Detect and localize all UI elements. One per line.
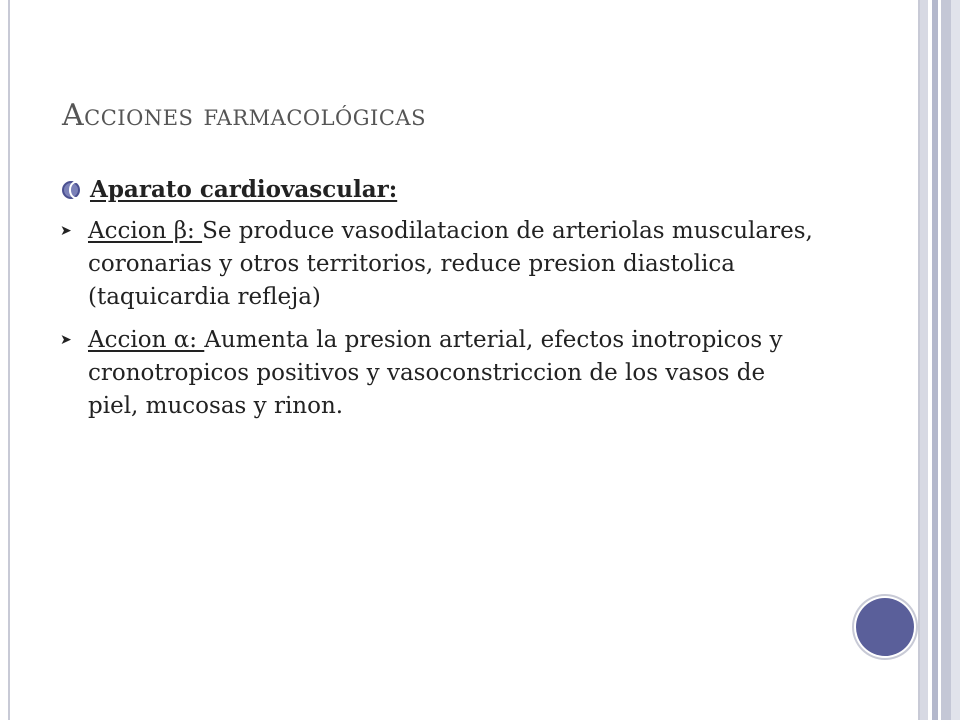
double-circle-bullet-icon bbox=[60, 178, 82, 200]
heading-text: Aparato cardiovascular: bbox=[90, 176, 398, 203]
side-bar bbox=[951, 0, 960, 720]
bullet-item-label: Accion β: bbox=[88, 218, 203, 244]
bullet-item bbox=[60, 324, 820, 423]
slide-title: Acciones farmacológicas bbox=[62, 98, 426, 133]
arrow-bullet-icon: ➤ bbox=[60, 223, 72, 239]
side-bar bbox=[920, 0, 928, 720]
bullet-item-text bbox=[88, 215, 820, 314]
bullet-item-body: Se produce vasodilatacion de arteriolas musculares, coronarias y otros territorios, reduce presion diastolica (taquicardia refleja) bbox=[88, 218, 813, 310]
bullet-item-text bbox=[88, 324, 820, 423]
bullet-heading bbox=[60, 176, 820, 203]
bullet-item bbox=[60, 215, 820, 314]
side-bar bbox=[941, 0, 951, 720]
bullet-item-label: Accion α: bbox=[88, 327, 205, 353]
bullet-item-body: Aumenta la presion arterial, efectos inotropicos y cronotropicos positivos y vasoconstriccion de los vasos de piel, mucosas y rinon. bbox=[88, 327, 783, 419]
decorative-side-bars bbox=[920, 0, 960, 720]
decorative-circle bbox=[856, 598, 914, 656]
arrow-bullet-icon: ➤ bbox=[60, 332, 72, 348]
slide-content bbox=[60, 176, 820, 433]
